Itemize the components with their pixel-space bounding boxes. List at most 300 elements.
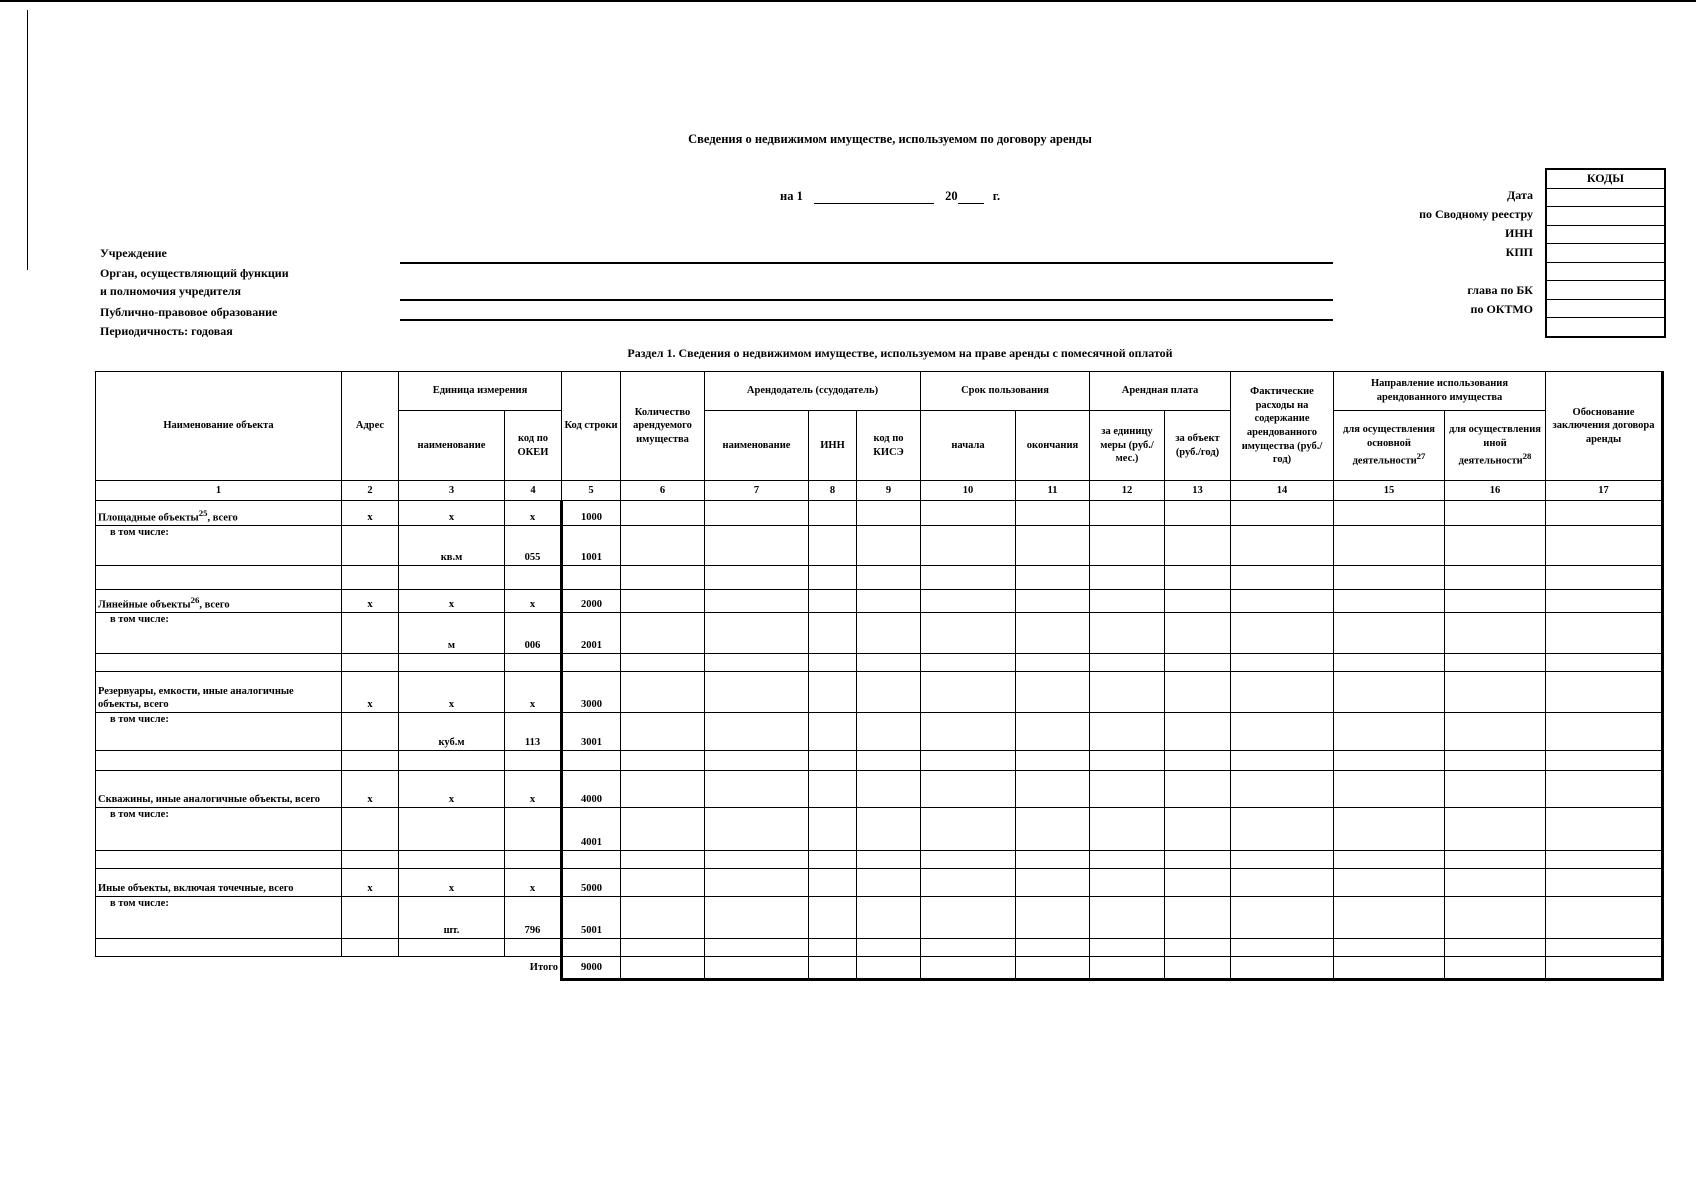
- data-entry-cell[interactable]: [1165, 590, 1231, 613]
- data-entry-cell[interactable]: [1165, 526, 1231, 566]
- data-entry-cell[interactable]: [809, 672, 857, 713]
- data-entry-cell[interactable]: [705, 897, 809, 939]
- empty-cell[interactable]: [1016, 751, 1090, 771]
- data-entry-cell[interactable]: [1165, 613, 1231, 654]
- date-day-month-field[interactable]: [814, 191, 934, 204]
- total-entry-cell[interactable]: [621, 957, 705, 980]
- empty-cell[interactable]: [342, 566, 399, 590]
- unit-code-cell[interactable]: 113: [505, 713, 562, 751]
- total-entry-cell[interactable]: [1334, 957, 1445, 980]
- table-row: [96, 672, 1663, 713]
- data-entry-cell[interactable]: [921, 501, 1016, 526]
- object-name-cell: [96, 590, 342, 613]
- empty-cell[interactable]: [1090, 654, 1165, 672]
- empty-cell[interactable]: [1546, 566, 1663, 590]
- data-entry-cell[interactable]: [1090, 808, 1165, 851]
- empty-cell[interactable]: [399, 751, 505, 771]
- empty-cell[interactable]: [1334, 939, 1445, 957]
- unit-code-cell[interactable]: x: [505, 501, 562, 526]
- data-entry-cell[interactable]: [1445, 672, 1546, 713]
- data-entry-cell[interactable]: [705, 526, 809, 566]
- unit-name-cell[interactable]: x: [399, 672, 505, 713]
- data-entry-cell[interactable]: [1016, 808, 1090, 851]
- unit-code-cell[interactable]: x: [505, 672, 562, 713]
- founder-field[interactable]: [400, 299, 1333, 301]
- data-entry-cell[interactable]: [705, 808, 809, 851]
- data-entry-cell[interactable]: [1231, 501, 1334, 526]
- data-entry-cell[interactable]: [1445, 526, 1546, 566]
- data-entry-cell[interactable]: [1546, 526, 1663, 566]
- data-entry-cell[interactable]: [857, 771, 921, 808]
- object-name-cell: [96, 808, 342, 851]
- data-entry-cell[interactable]: [1445, 613, 1546, 654]
- data-entry-cell[interactable]: [1016, 590, 1090, 613]
- address-cell[interactable]: [342, 897, 399, 939]
- empty-cell[interactable]: [342, 939, 399, 957]
- data-entry-cell[interactable]: [921, 713, 1016, 751]
- empty-cell[interactable]: [1334, 751, 1445, 771]
- periodicity-label: Периодичность: годовая: [100, 324, 233, 338]
- empty-cell[interactable]: [96, 939, 342, 957]
- empty-cell[interactable]: [505, 851, 562, 869]
- empty-cell[interactable]: [1165, 566, 1231, 590]
- data-entry-cell[interactable]: [1016, 897, 1090, 939]
- empty-cell[interactable]: [1445, 751, 1546, 771]
- data-entry-cell[interactable]: [1016, 613, 1090, 654]
- data-entry-cell[interactable]: [1445, 869, 1546, 897]
- unit-name-cell[interactable]: x: [399, 590, 505, 613]
- data-entry-cell[interactable]: [809, 526, 857, 566]
- data-entry-cell[interactable]: [1546, 672, 1663, 713]
- codes-header: КОДЫ: [1547, 170, 1664, 189]
- data-entry-cell[interactable]: [809, 771, 857, 808]
- data-entry-cell[interactable]: [1165, 672, 1231, 713]
- data-entry-cell[interactable]: [1016, 869, 1090, 897]
- empty-cell[interactable]: [1546, 939, 1663, 957]
- empty-cell[interactable]: [1016, 566, 1090, 590]
- data-entry-cell[interactable]: [1445, 808, 1546, 851]
- data-entry-cell[interactable]: [1334, 713, 1445, 751]
- date-year-prefix: 20: [945, 189, 958, 203]
- data-entry-cell[interactable]: [809, 501, 857, 526]
- empty-cell[interactable]: [1090, 566, 1165, 590]
- data-entry-cell[interactable]: [921, 672, 1016, 713]
- data-entry-cell[interactable]: [705, 590, 809, 613]
- header-term-start: начала: [921, 411, 1016, 481]
- object-name-cell: [96, 672, 342, 713]
- data-entry-cell[interactable]: [1016, 526, 1090, 566]
- unit-code-cell[interactable]: x: [505, 771, 562, 808]
- empty-cell[interactable]: [562, 751, 621, 771]
- empty-cell[interactable]: [705, 851, 809, 869]
- empty-cell[interactable]: [1090, 751, 1165, 771]
- empty-cell[interactable]: [809, 939, 857, 957]
- empty-cell[interactable]: [1165, 939, 1231, 957]
- data-entry-cell[interactable]: [1546, 590, 1663, 613]
- data-entry-cell[interactable]: [705, 869, 809, 897]
- data-entry-cell[interactable]: [1334, 672, 1445, 713]
- empty-cell[interactable]: [505, 566, 562, 590]
- header-unit-code: код по ОКЕИ: [505, 411, 562, 481]
- code-label-oktmo: по ОКТМО: [1470, 302, 1533, 316]
- data-entry-cell[interactable]: [857, 526, 921, 566]
- data-entry-cell[interactable]: [1231, 713, 1334, 751]
- unit-name-cell[interactable]: куб.м: [399, 713, 505, 751]
- unit-name-cell[interactable]: шт.: [399, 897, 505, 939]
- data-entry-cell[interactable]: [1090, 869, 1165, 897]
- object-name: в том числе:: [110, 614, 169, 625]
- data-entry-cell[interactable]: [621, 526, 705, 566]
- data-entry-cell[interactable]: [1231, 808, 1334, 851]
- empty-cell[interactable]: [1231, 566, 1334, 590]
- data-entry-cell[interactable]: [857, 672, 921, 713]
- data-entry-cell[interactable]: [921, 590, 1016, 613]
- data-entry-cell[interactable]: [1231, 672, 1334, 713]
- total-entry-cell[interactable]: [857, 957, 921, 980]
- total-entry-cell[interactable]: [809, 957, 857, 980]
- address-cell[interactable]: [342, 713, 399, 751]
- data-entry-cell[interactable]: [1334, 526, 1445, 566]
- data-entry-cell[interactable]: [621, 869, 705, 897]
- unit-code-cell[interactable]: [505, 808, 562, 851]
- total-entry-cell[interactable]: [1090, 957, 1165, 980]
- data-entry-cell[interactable]: [621, 713, 705, 751]
- data-entry-cell[interactable]: [1546, 808, 1663, 851]
- object-name: Скважины, иные аналогичные объекты, всего: [98, 794, 321, 806]
- total-entry-cell[interactable]: [1546, 957, 1663, 980]
- empty-cell[interactable]: [1445, 566, 1546, 590]
- data-entry-cell[interactable]: [857, 808, 921, 851]
- empty-cell[interactable]: [1231, 751, 1334, 771]
- empty-cell[interactable]: [705, 566, 809, 590]
- empty-cell[interactable]: [809, 851, 857, 869]
- code-date-cell[interactable]: [1547, 189, 1664, 208]
- data-entry-cell[interactable]: [1016, 501, 1090, 526]
- data-entry-cell[interactable]: [705, 501, 809, 526]
- data-entry-cell[interactable]: [1016, 771, 1090, 808]
- code-label-registry: по Сводному реестру: [1419, 207, 1533, 221]
- data-entry-cell[interactable]: [1090, 526, 1165, 566]
- empty-cell[interactable]: [342, 751, 399, 771]
- data-entry-cell[interactable]: [1165, 713, 1231, 751]
- data-entry-cell[interactable]: [857, 613, 921, 654]
- code-blank-cell[interactable]: [1547, 263, 1664, 282]
- data-entry-cell[interactable]: [621, 501, 705, 526]
- total-entry-cell[interactable]: [921, 957, 1016, 980]
- data-entry-cell[interactable]: [1016, 672, 1090, 713]
- empty-cell[interactable]: [857, 851, 921, 869]
- empty-cell[interactable]: [96, 566, 342, 590]
- data-entry-cell[interactable]: [1334, 897, 1445, 939]
- data-entry-cell[interactable]: [705, 713, 809, 751]
- data-entry-cell[interactable]: [621, 897, 705, 939]
- data-entry-cell[interactable]: [1334, 771, 1445, 808]
- data-entry-cell[interactable]: [1445, 590, 1546, 613]
- data-entry-cell[interactable]: [857, 590, 921, 613]
- empty-cell[interactable]: [562, 851, 621, 869]
- data-entry-cell[interactable]: [1231, 869, 1334, 897]
- address-cell[interactable]: x: [342, 590, 399, 613]
- data-entry-cell[interactable]: [921, 526, 1016, 566]
- empty-cell[interactable]: [96, 751, 342, 771]
- public-entity-label: Публично-правовое образование: [100, 305, 278, 319]
- empty-cell[interactable]: [921, 751, 1016, 771]
- data-entry-cell[interactable]: [1546, 613, 1663, 654]
- data-entry-cell[interactable]: [1546, 869, 1663, 897]
- row-code-cell: 5000: [562, 869, 621, 897]
- object-name-cell: [96, 869, 342, 897]
- total-entry-cell[interactable]: [705, 957, 809, 980]
- unit-name-cell[interactable]: кв.м: [399, 526, 505, 566]
- total-entry-cell[interactable]: [1445, 957, 1546, 980]
- data-entry-cell[interactable]: [1090, 613, 1165, 654]
- total-entry-cell[interactable]: [1231, 957, 1334, 980]
- empty-cell[interactable]: [1016, 654, 1090, 672]
- data-entry-cell[interactable]: [621, 771, 705, 808]
- empty-cell[interactable]: [1445, 654, 1546, 672]
- data-entry-cell[interactable]: [921, 869, 1016, 897]
- empty-cell[interactable]: [562, 654, 621, 672]
- empty-cell[interactable]: [1546, 851, 1663, 869]
- empty-cell[interactable]: [1165, 654, 1231, 672]
- unit-name-cell[interactable]: x: [399, 501, 505, 526]
- data-entry-cell[interactable]: [1016, 713, 1090, 751]
- empty-cell[interactable]: [809, 654, 857, 672]
- empty-cell[interactable]: [96, 654, 342, 672]
- data-entry-cell[interactable]: [1445, 713, 1546, 751]
- empty-cell[interactable]: [1546, 654, 1663, 672]
- code-blank-cell-2[interactable]: [1547, 318, 1664, 336]
- usage-other-text: для осуществления иной деятельности: [1449, 424, 1541, 467]
- data-entry-cell[interactable]: [857, 869, 921, 897]
- empty-cell[interactable]: [96, 851, 342, 869]
- empty-cell[interactable]: [399, 939, 505, 957]
- object-name-cell: [96, 771, 342, 808]
- data-entry-cell[interactable]: [621, 672, 705, 713]
- empty-cell[interactable]: [621, 751, 705, 771]
- data-entry-cell[interactable]: [921, 897, 1016, 939]
- code-registry-cell[interactable]: [1547, 207, 1664, 226]
- report-date-line: [780, 189, 1000, 204]
- empty-cell[interactable]: [505, 751, 562, 771]
- data-entry-cell[interactable]: [1334, 613, 1445, 654]
- address-cell[interactable]: [342, 613, 399, 654]
- empty-cell[interactable]: [562, 939, 621, 957]
- empty-cell[interactable]: [1231, 851, 1334, 869]
- data-entry-cell[interactable]: [1165, 808, 1231, 851]
- empty-cell[interactable]: [1231, 939, 1334, 957]
- data-entry-cell[interactable]: [1334, 501, 1445, 526]
- data-entry-cell[interactable]: [705, 672, 809, 713]
- data-entry-cell[interactable]: [1165, 897, 1231, 939]
- object-name: Резервуары, емкости, иные аналогичные объекты, всего: [98, 685, 294, 711]
- code-bk-cell[interactable]: [1547, 281, 1664, 300]
- empty-cell[interactable]: [1445, 851, 1546, 869]
- empty-cell[interactable]: [1546, 751, 1663, 771]
- founder-label-line1: Орган, осуществляющий функции: [100, 266, 289, 280]
- data-entry-cell[interactable]: [705, 771, 809, 808]
- data-entry-cell[interactable]: [1090, 713, 1165, 751]
- data-entry-cell[interactable]: [1546, 771, 1663, 808]
- unit-code-cell[interactable]: 055: [505, 526, 562, 566]
- empty-cell[interactable]: [705, 654, 809, 672]
- empty-cell[interactable]: [1016, 851, 1090, 869]
- address-cell[interactable]: x: [342, 672, 399, 713]
- data-entry-cell[interactable]: [921, 613, 1016, 654]
- data-entry-cell[interactable]: [1445, 501, 1546, 526]
- data-entry-cell[interactable]: [1231, 771, 1334, 808]
- data-entry-cell[interactable]: [1090, 771, 1165, 808]
- address-cell[interactable]: [342, 526, 399, 566]
- header-unit-name: наименование: [399, 411, 505, 481]
- empty-cell[interactable]: [342, 654, 399, 672]
- empty-cell[interactable]: [621, 566, 705, 590]
- data-entry-cell[interactable]: [1546, 713, 1663, 751]
- empty-cell[interactable]: [857, 751, 921, 771]
- empty-cell[interactable]: [505, 939, 562, 957]
- column-number: 13: [1165, 481, 1231, 501]
- object-name: Иные объекты, включая точечные, всего: [98, 883, 294, 895]
- empty-cell[interactable]: [809, 566, 857, 590]
- data-entry-cell[interactable]: [1090, 672, 1165, 713]
- document-title: Сведения о недвижимом имуществе, используемом по договору аренды: [688, 132, 1092, 146]
- total-entry-cell[interactable]: [1016, 957, 1090, 980]
- empty-cell[interactable]: [399, 851, 505, 869]
- unit-name-cell[interactable]: x: [399, 869, 505, 897]
- address-cell[interactable]: x: [342, 501, 399, 526]
- column-number: 7: [705, 481, 809, 501]
- header-usage: Направление использования арендованного имущества: [1334, 372, 1546, 411]
- data-entry-cell[interactable]: [921, 771, 1016, 808]
- data-entry-cell[interactable]: [1334, 590, 1445, 613]
- code-inn-cell[interactable]: [1547, 226, 1664, 245]
- table-row: [96, 939, 1663, 957]
- row-code-cell: 1001: [562, 526, 621, 566]
- date-year-field[interactable]: [958, 191, 984, 204]
- code-kpp-cell[interactable]: [1547, 244, 1664, 263]
- data-entry-cell[interactable]: [809, 590, 857, 613]
- empty-cell[interactable]: [1165, 751, 1231, 771]
- empty-cell[interactable]: [399, 566, 505, 590]
- header-rent-object: за объект (руб./год): [1165, 411, 1231, 481]
- data-entry-cell[interactable]: [621, 590, 705, 613]
- empty-cell[interactable]: [921, 566, 1016, 590]
- header-basis: Обоснование заключения договора аренды: [1546, 372, 1663, 481]
- empty-cell[interactable]: [1334, 654, 1445, 672]
- unit-code-cell[interactable]: 796: [505, 897, 562, 939]
- data-entry-cell[interactable]: [1546, 897, 1663, 939]
- data-entry-cell[interactable]: [809, 713, 857, 751]
- data-entry-cell[interactable]: [809, 613, 857, 654]
- header-lessor-inn: ИНН: [809, 411, 857, 481]
- data-entry-cell[interactable]: [1231, 590, 1334, 613]
- row-code-cell: 2001: [562, 613, 621, 654]
- empty-cell[interactable]: [921, 939, 1016, 957]
- address-cell[interactable]: x: [342, 771, 399, 808]
- data-entry-cell[interactable]: [1165, 771, 1231, 808]
- empty-cell[interactable]: [1016, 939, 1090, 957]
- data-entry-cell[interactable]: [1334, 869, 1445, 897]
- data-entry-cell[interactable]: [1546, 501, 1663, 526]
- data-entry-cell[interactable]: [621, 613, 705, 654]
- empty-cell[interactable]: [705, 939, 809, 957]
- data-entry-cell[interactable]: [1165, 501, 1231, 526]
- empty-cell[interactable]: [1445, 939, 1546, 957]
- empty-cell[interactable]: [1090, 851, 1165, 869]
- grand-total-row: [96, 957, 1663, 980]
- unit-name-cell[interactable]: м: [399, 613, 505, 654]
- empty-cell[interactable]: [621, 939, 705, 957]
- empty-cell[interactable]: [505, 654, 562, 672]
- empty-cell[interactable]: [1165, 851, 1231, 869]
- unit-code-cell[interactable]: x: [505, 869, 562, 897]
- institution-field[interactable]: [400, 262, 1333, 264]
- address-cell[interactable]: x: [342, 869, 399, 897]
- unit-name-cell[interactable]: x: [399, 771, 505, 808]
- total-entry-cell[interactable]: [1165, 957, 1231, 980]
- object-name-cell: [96, 897, 342, 939]
- data-entry-cell[interactable]: [1090, 590, 1165, 613]
- empty-cell[interactable]: [1090, 939, 1165, 957]
- empty-cell[interactable]: [342, 851, 399, 869]
- data-entry-cell[interactable]: [1231, 613, 1334, 654]
- header-usage-main: [1334, 411, 1445, 481]
- footnote-27: 27: [1416, 450, 1426, 461]
- data-entry-cell[interactable]: [809, 869, 857, 897]
- empty-cell[interactable]: [705, 751, 809, 771]
- data-entry-cell[interactable]: [1165, 869, 1231, 897]
- empty-cell[interactable]: [1334, 851, 1445, 869]
- code-oktmo-cell[interactable]: [1547, 300, 1664, 319]
- column-number: 16: [1445, 481, 1546, 501]
- data-entry-cell[interactable]: [621, 808, 705, 851]
- column-number: 17: [1546, 481, 1663, 501]
- data-entry-cell[interactable]: [1445, 897, 1546, 939]
- empty-cell[interactable]: [921, 851, 1016, 869]
- unit-code-cell[interactable]: x: [505, 590, 562, 613]
- empty-cell[interactable]: [857, 939, 921, 957]
- data-entry-cell[interactable]: [857, 897, 921, 939]
- data-entry-cell[interactable]: [1090, 501, 1165, 526]
- empty-cell[interactable]: [1334, 566, 1445, 590]
- empty-cell[interactable]: [857, 566, 921, 590]
- data-entry-cell[interactable]: [1231, 526, 1334, 566]
- data-entry-cell[interactable]: [857, 501, 921, 526]
- data-entry-cell[interactable]: [809, 897, 857, 939]
- data-entry-cell[interactable]: [809, 808, 857, 851]
- data-entry-cell[interactable]: [1334, 808, 1445, 851]
- empty-cell[interactable]: [921, 654, 1016, 672]
- empty-cell[interactable]: [399, 654, 505, 672]
- data-entry-cell[interactable]: [857, 713, 921, 751]
- data-entry-cell[interactable]: [1231, 897, 1334, 939]
- object-name-cell: [96, 501, 342, 526]
- data-entry-cell[interactable]: [1445, 771, 1546, 808]
- unit-name-cell[interactable]: [399, 808, 505, 851]
- empty-cell[interactable]: [621, 851, 705, 869]
- empty-cell[interactable]: [621, 654, 705, 672]
- data-entry-cell[interactable]: [705, 613, 809, 654]
- data-entry-cell[interactable]: [921, 808, 1016, 851]
- unit-code-cell[interactable]: 006: [505, 613, 562, 654]
- empty-cell[interactable]: [857, 654, 921, 672]
- public-entity-field[interactable]: [400, 319, 1333, 321]
- empty-cell[interactable]: [809, 751, 857, 771]
- address-cell[interactable]: [342, 808, 399, 851]
- empty-cell[interactable]: [1231, 654, 1334, 672]
- data-entry-cell[interactable]: [1090, 897, 1165, 939]
- empty-cell[interactable]: [562, 566, 621, 590]
